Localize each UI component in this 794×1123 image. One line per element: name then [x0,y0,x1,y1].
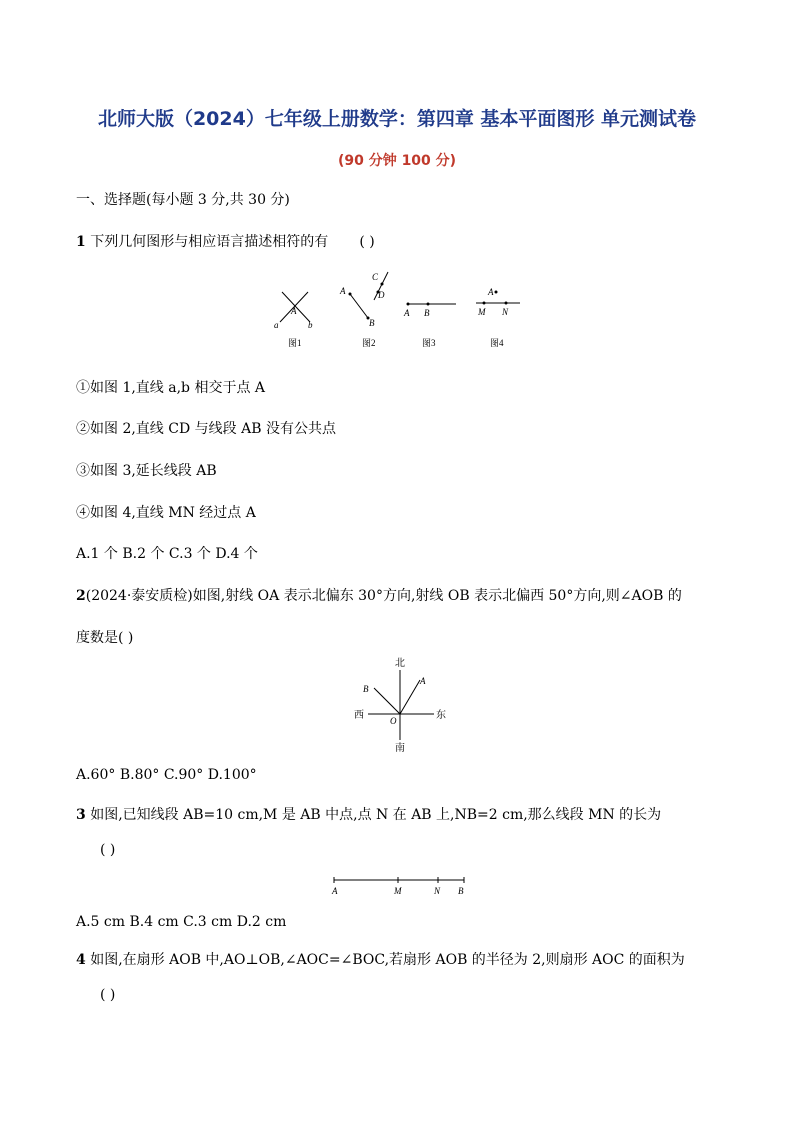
q3-options: A.5 cm B.4 cm C.3 cm D.2 cm [76,914,287,930]
page-subtitle: (90 分钟 100 分) [337,153,457,169]
fig2-label-A: A [340,286,346,296]
q3-label-B: B [458,886,464,896]
fig3-point-B [427,303,430,306]
q1-statement-1: ①如图 1,直线 a,b 相交于点 A [76,380,266,396]
q4-stem-text: 如图,在扇形 AOB 中,AO⊥OB,∠AOC=∠BOC,若扇形 AOB 的半径为 2,则扇形 AOC 的面积为 [85,952,685,968]
fig1-label-A: A [291,306,297,316]
q2-label-west: 西 [354,710,364,721]
q1-stem [76,232,375,252]
q1-statement-3: ③如图 3,延长线段 AB [76,463,217,479]
fig2-label-B: B [369,318,375,328]
q3-segment-figure [326,870,476,898]
fig4-caption: 图4 [490,338,504,348]
q2-stem-line1 [76,586,682,606]
fig4-label-M: M [478,307,486,317]
q3-label-A: A [332,886,338,896]
q2-ray-ob [374,688,400,714]
q3-number: 3 [76,807,86,823]
q2-number: 2 [76,588,86,604]
q4-stem-line1 [76,950,685,970]
q1-figure-3 [398,296,460,350]
fig4-point-M [483,302,486,305]
q2-compass-figure [350,656,454,756]
q1-figure-4 [470,282,530,350]
q1-stem-text: 下列几何图形与相应语言描述相符的有 [85,234,329,250]
fig4-label-N: N [502,307,509,317]
q2-stem-line2: 度数是( ) [76,630,134,646]
q2-label-O: O [390,716,397,726]
fig4-label-A: A [488,287,494,297]
section-heading: 一、选择题(每小题 3 分,共 30 分) [76,192,290,208]
q2-label-A: A [420,676,426,686]
q2-label-B: B [363,684,369,694]
q2-options: A.60° B.80° C.90° D.100° [76,767,257,783]
q2-label-north: 北 [395,658,405,669]
fig2-caption: 图2 [362,338,376,348]
q1-answer-paren: ( ) [359,234,375,250]
fig2-segment-ab [350,294,368,318]
q1-figure-2 [336,268,396,350]
q4-answer-paren: ( ) [100,987,116,1003]
q1-options: A.1 个 B.2 个 C.3 个 D.4 个 [76,546,258,562]
fig2-label-C: C [372,272,379,282]
fig3-point-A [407,303,410,306]
q3-label-N: N [434,886,441,896]
q3-label-M: M [394,886,402,896]
fig2-point-A [349,293,352,296]
fig1-caption: 图1 [288,338,302,348]
fig2-point-C [381,283,384,286]
q1-number: 1 [76,234,86,250]
q1-statement-4: ④如图 4,直线 MN 经过点 A [76,505,256,521]
q1-figure-1 [268,284,328,350]
q2-label-east: 东 [436,710,446,721]
q2-ray-oa [400,680,420,714]
q3-stem-text: 如图,已知线段 AB=10 cm,M 是 AB 中点,点 N 在 AB 上,NB=2 cm,那么线段 MN 的长为 [85,807,662,823]
fig4-point-N [505,302,508,305]
fig1-label-b: b [308,320,313,330]
q1-statement-2: ②如图 2,直线 CD 与线段 AB 没有公共点 [76,421,336,437]
fig3-label-A: A [404,308,410,318]
fig3-label-B: B [424,308,430,318]
q3-stem-line1 [76,805,661,825]
fig4-point-A [495,291,498,294]
q2-label-south: 南 [395,743,405,754]
fig1-label-a: a [274,320,279,330]
page-title: 北师大版（2024）七年级上册数学：第四章 基本平面图形 单元测试卷 [97,108,697,130]
fig3-caption: 图3 [422,338,436,348]
q3-answer-paren: ( ) [100,842,116,858]
q2-stem-text: (2024·泰安质检)如图,射线 OA 表示北偏东 30°方向,射线 OB 表示北偏西 50°方向,则∠AOB 的 [85,588,682,604]
fig2-label-D: D [378,290,385,300]
q4-number: 4 [76,952,86,968]
